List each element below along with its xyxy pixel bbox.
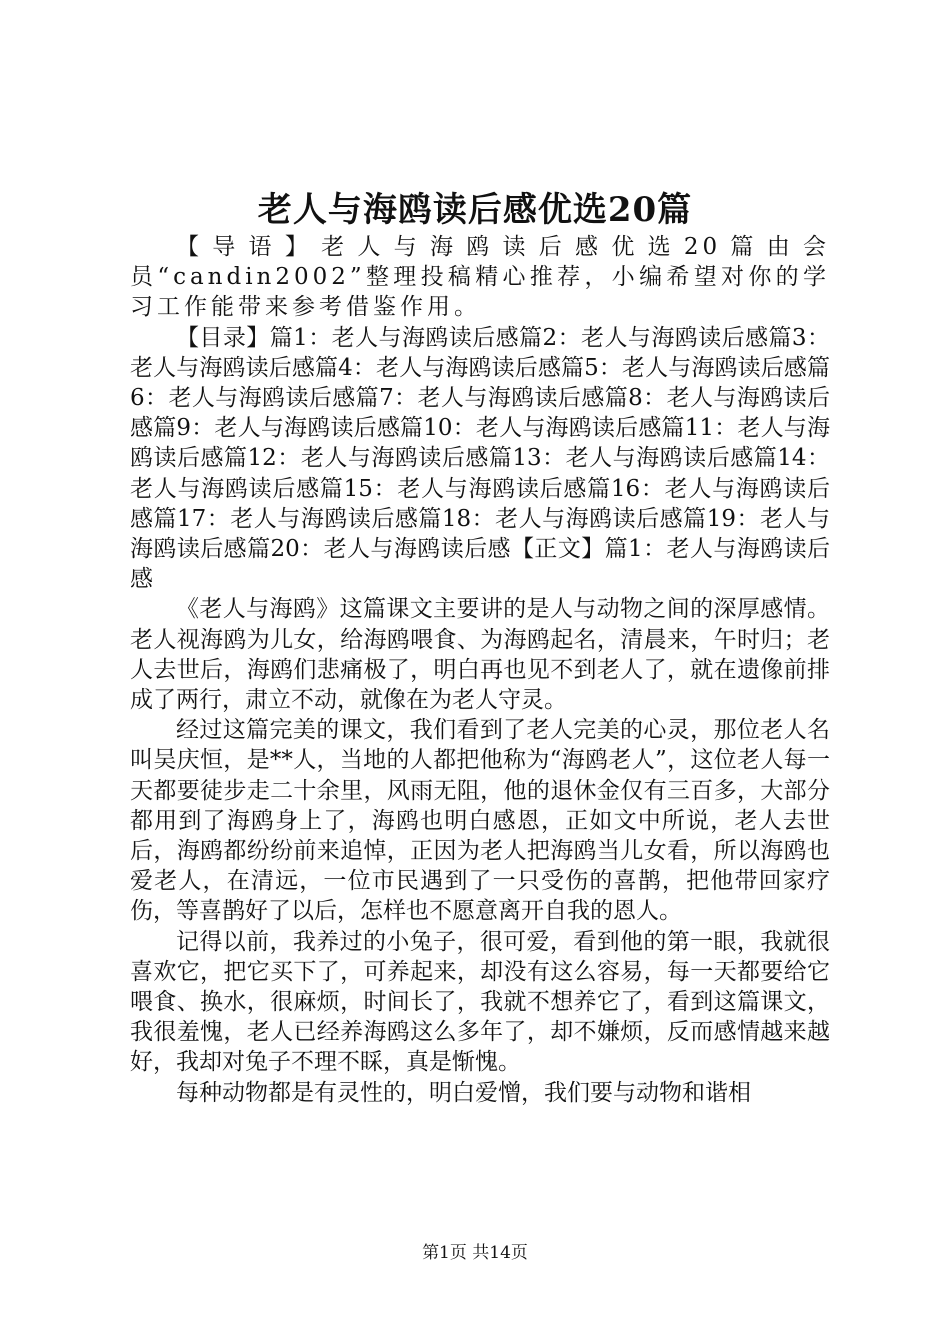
body-paragraph: 记得以前，我养过的小兔子，很可爱，看到他的第一眼，我就很喜欢它，把它买下了，可养起来，却没有这么容易，每一天都要给它喂食、换水，很麻烦，时间长了，我就不想养它了，看到这篇课文，我很羞愧，老人已经养海鸥这么多年了，却不嫌烦，反而感情越来越好，我却对兔子不理不睬，真是惭愧。 [130, 928, 830, 1076]
body-paragraph: 经过这篇完美的课文，我们看到了老人完美的心灵，那位老人名叫吴庆恒，是**人，当地的人都把他称为“海鸥老人”，这位老人每一天都要徒步走二十余里，风雨无阻，他的退休金仅有三百多，大部分都用到了海鸥身上了，海鸥也明白感恩，正如文中所说，老人去世后，海鸥都纷纷前来追悼，正因为老人把海鸥当儿女看，所以海鸥也爱老人，在清远，一位市民遇到了一只受伤的喜鹊，把他带回家疗伤，等喜鹊好了以后，怎样也不愿意离开自我的恩人。 [130, 717, 830, 925]
page-footer: 第1页 共14页 [422, 1243, 528, 1263]
document-body [130, 232, 830, 1108]
body-paragraph: 《老人与海鸥》这篇课文主要讲的是人与动物之间的深厚感情。老人视海鸥为儿女，给海鸥喂食、为海鸥起名，清晨来，午时归；老人去世后，海鸥们悲痛极了，明白再也见不到老人了，就在遗像前排成了两行，肃立不动，就像在为老人守灵。 [130, 596, 830, 714]
toc-paragraph: 【目录】篇1：老人与海鸥读后感篇2：老人与海鸥读后感篇3：老人与海鸥读后感篇4：老人与海鸥读后感篇5：老人与海鸥读后感篇6：老人与海鸥读后感篇7：老人与海鸥读后感篇8：老人与海鸥读后感篇9：老人与海鸥读后感篇10：老人与海鸥读后感篇11：老人与海鸥读后感篇12：老人与海鸥读后感篇13：老人与海鸥读后感篇14：老人与海鸥读后感篇15：老人与海鸥读后感篇16：老人与海鸥读后感篇17：老人与海鸥读后感篇18：老人与海鸥读后感篇19：老人与海鸥读后感篇20：老人与海鸥读后感【正文】篇1：老人与海鸥读后感 [130, 324, 830, 593]
intro-paragraph: 【导语】老人与海鸥读后感优选20篇由会员“candin2002”整理投稿精心推荐，小编希望对你的学习工作能带来参考借鉴作用。 [130, 234, 830, 321]
body-paragraph: 每种动物都是有灵性的，明白爱憎，我们要与动物和谐相 [176, 1079, 751, 1106]
document-title: 老人与海鸥读后感优选20篇 [257, 190, 693, 230]
